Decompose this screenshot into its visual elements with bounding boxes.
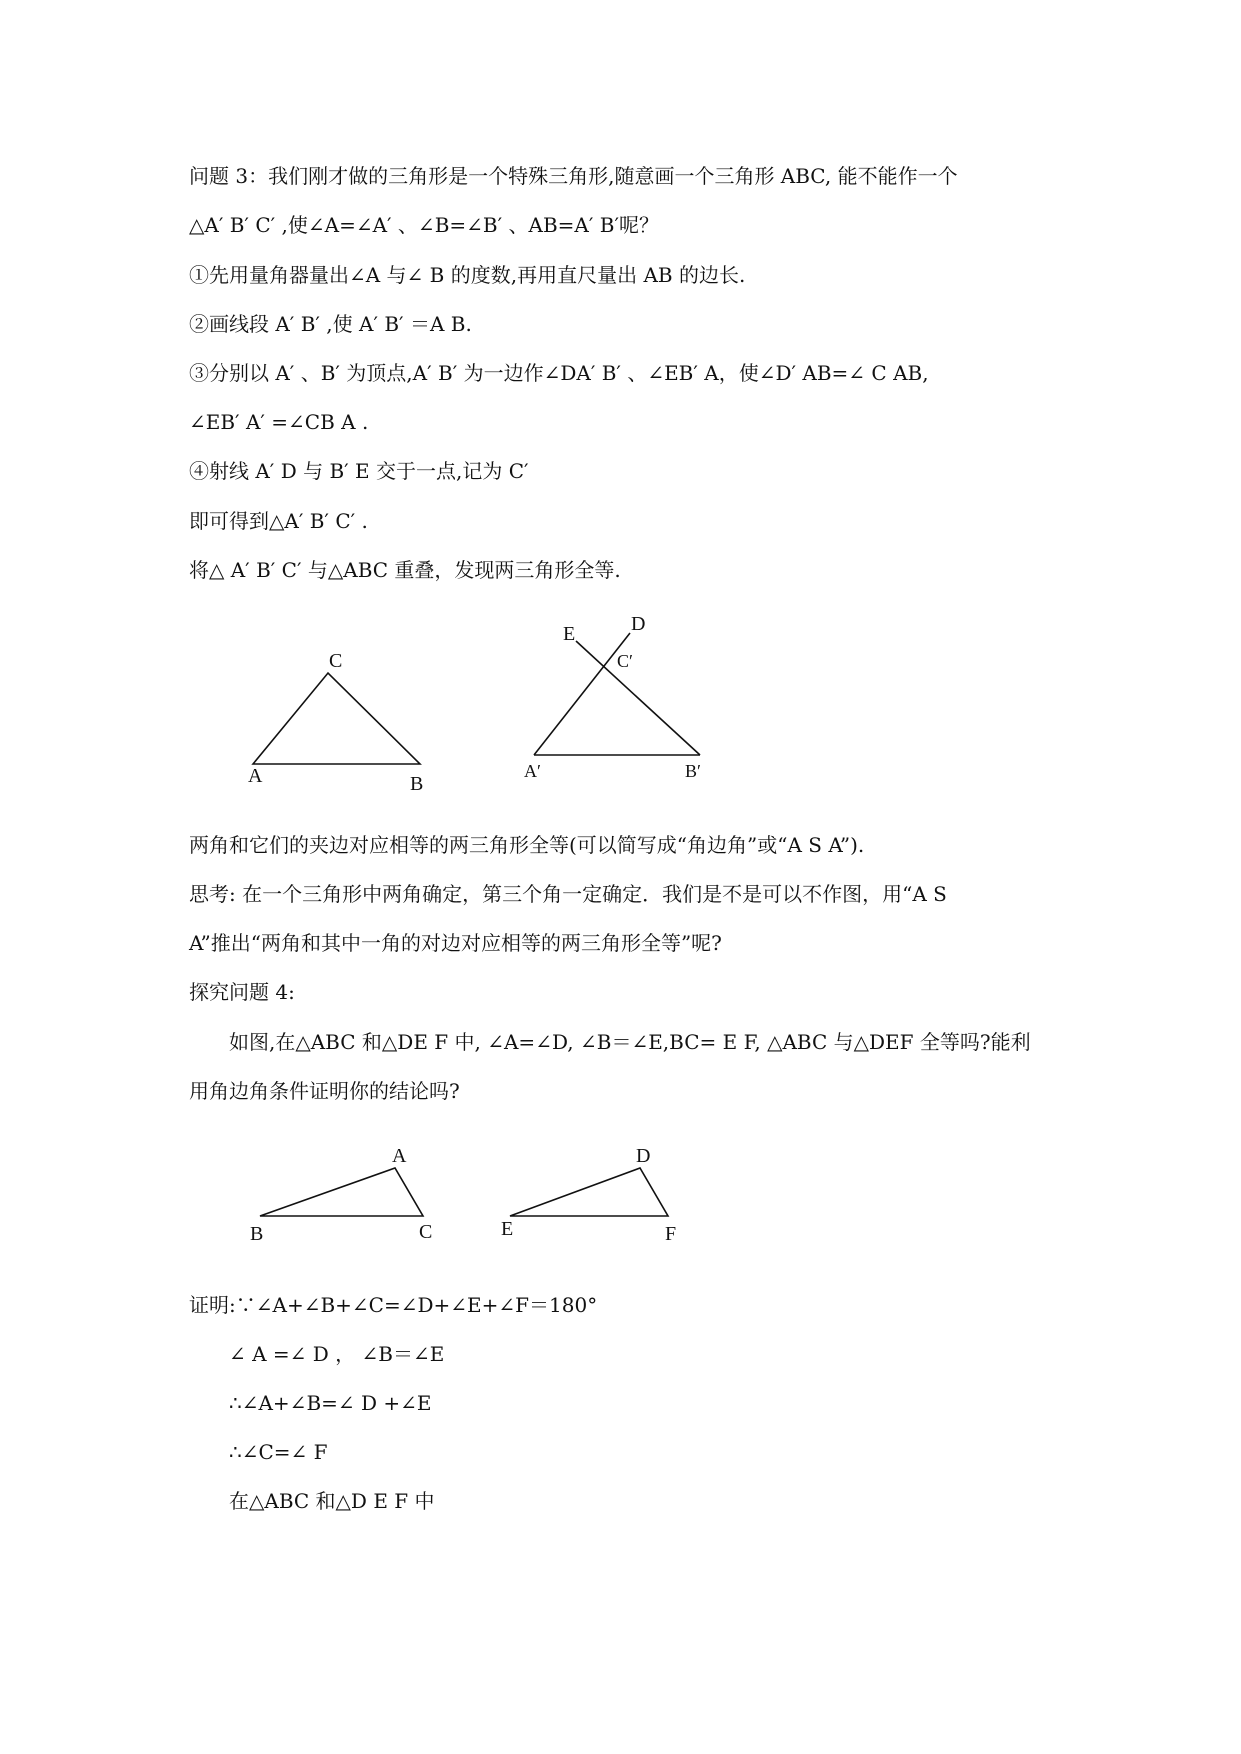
text-line: 即可得到△A′ B′ C′ .: [189, 509, 368, 533]
ray-be: [576, 641, 700, 755]
vertex-label-a: A: [248, 765, 263, 787]
vertex-label-b: B: [250, 1223, 264, 1245]
text-line: 用角边角条件证明你的结论吗?: [189, 1079, 460, 1103]
triangle-def: [510, 1168, 668, 1216]
text-line: ④射线 A′ D 与 B′ E 交于一点,记为 C′: [189, 459, 529, 483]
triangle-prime-figure: [520, 610, 720, 790]
triangle-abc-p4: [260, 1168, 423, 1216]
vertex-label-a-prime: A′: [524, 761, 541, 781]
vertex-label-c-prime: C′: [617, 651, 633, 671]
text-line: ①先用量角器量出∠A 与∠ B 的度数,再用直尺量出 AB 的边长.: [189, 263, 746, 287]
point-label-d: D: [631, 613, 646, 635]
text-line: ②画线段 A′ B′ ,使 A′ B′ ＝A B.: [189, 312, 472, 336]
text-line: 探究问题 4:: [189, 980, 295, 1004]
vertex-label-c: C: [419, 1221, 433, 1243]
text-line: 思考: 在一个三角形中两角确定，第三个角一定确定．我们是不是可以不作图，用“A S: [189, 882, 947, 906]
text-line: 问题 3：我们刚才做的三角形是一个特殊三角形,随意画一个三角形 ABC, 能不能作一个: [189, 164, 958, 188]
text-line: ③分别以 A′ 、B′ 为顶点,A′ B′ 为一边作∠DA′ B′ 、∠EB′ A，使∠D′ AB=∠ C AB,: [189, 361, 929, 385]
triangle-def-figure: [490, 1140, 690, 1250]
text-line: A”推出“两角和其中一角的对边对应相等的两三角形全等”呢?: [189, 931, 722, 955]
point-label-e: E: [563, 623, 576, 645]
text-line: ∴∠C=∠ F: [229, 1440, 328, 1464]
vertex-label-a: A: [392, 1145, 407, 1167]
triangle-abc-figure: [240, 640, 440, 795]
text-line: 如图,在△ABC 和△DE F 中, ∠A=∠D, ∠B＝∠E,BC= E F, △ABC 与△DEF 全等吗?能利: [229, 1030, 1031, 1054]
text-line: △A′ B′ C′ ,使∠A=∠A′ 、∠B=∠B′ 、AB=A′ B′呢？: [189, 213, 659, 237]
vertex-label-b: B: [410, 773, 424, 795]
text-line: ∴∠A+∠B=∠ D +∠E: [229, 1391, 432, 1415]
vertex-label-f: F: [665, 1223, 677, 1245]
vertex-label-c: C: [329, 650, 343, 672]
vertex-label-d: D: [636, 1145, 651, 1167]
text-line: 将△ A′ B′ C′ 与△ABC 重叠，发现两三角形全等.: [189, 558, 621, 582]
ray-ad: [534, 633, 630, 755]
vertex-label-b-prime: B′: [685, 761, 701, 781]
text-line: 两角和它们的夹边对应相等的两三角形全等(可以简写成“角边角”或“A S A”).: [189, 833, 865, 857]
text-line: 证明:∵∠A+∠B+∠C=∠D+∠E+∠F＝180°: [189, 1293, 598, 1317]
triangle-abc-problem4-figure: [240, 1140, 440, 1250]
triangle-abc: [253, 673, 420, 764]
vertex-label-e: E: [501, 1218, 514, 1240]
text-line: ∠EB′ A′ =∠CB A .: [189, 410, 369, 434]
text-line: 在△ABC 和△D E F 中: [229, 1489, 435, 1513]
text-line: ∠ A =∠ D ， ∠B＝∠E: [229, 1342, 445, 1366]
